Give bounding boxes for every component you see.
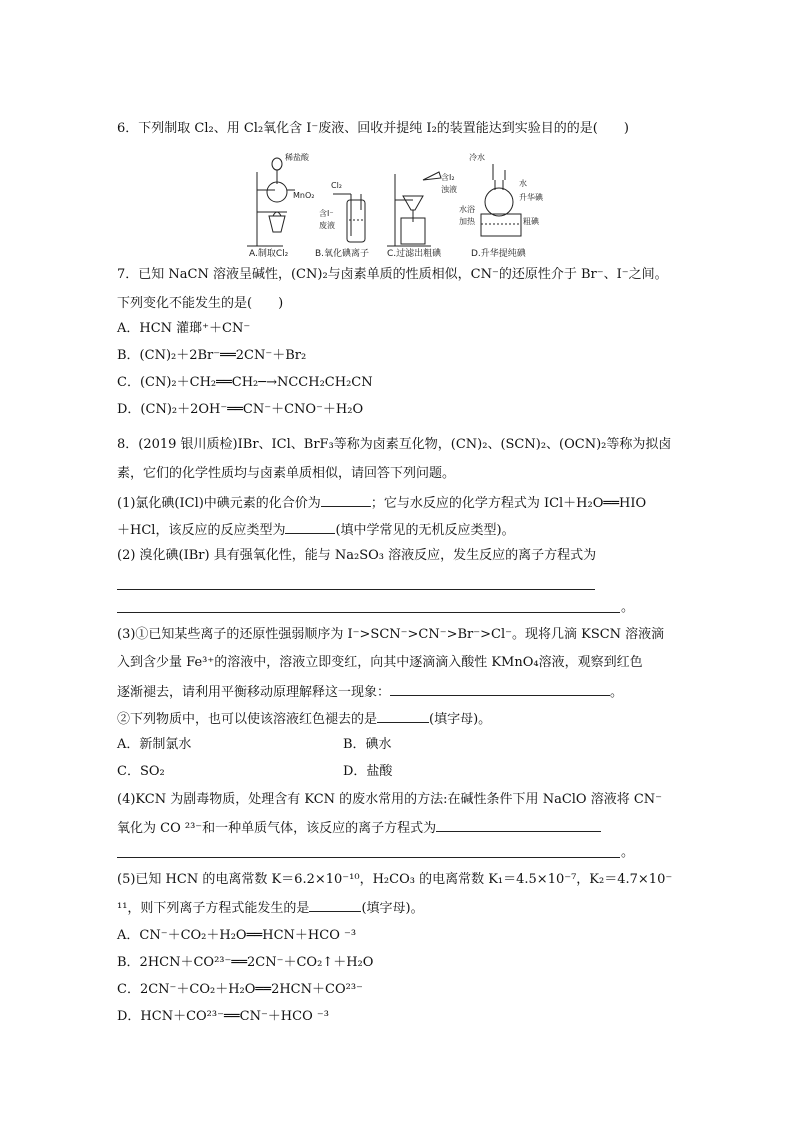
label-iodide-waste-2: 废液 bbox=[319, 221, 335, 230]
caption-d: D.升华提纯碘 bbox=[471, 249, 526, 258]
q8-part5-option-b[interactable]: B．2HCN＋CO²³⁻══2CN⁻＋CO₂↑＋H₂O bbox=[117, 955, 374, 970]
label-iodine-mixture-2: 浊液 bbox=[441, 185, 457, 194]
label-mno2: MnO₂ bbox=[293, 191, 315, 200]
label-cl2: Cl₂ bbox=[331, 181, 343, 190]
q8-stem-line1: 8．(2019 银川质检)IBr、ICl、BrF₃等称为卤素互化物，(CN)₂、(SCN)₂、(OCN)₂等称为拟卤 bbox=[117, 437, 672, 452]
apparatus-d bbox=[481, 164, 521, 236]
label-iodine-mixture-1: 含I₂ bbox=[441, 173, 455, 182]
q7-option-c[interactable]: C．(CN)₂＋CH₂══CH₂─→NCCH₂CH₂CN bbox=[117, 375, 373, 390]
q6-apparatus-figure bbox=[243, 150, 555, 258]
q8-part2-end: 。 bbox=[621, 600, 635, 615]
q7-option-d[interactable]: D．(CN)₂＋2OH⁻══CN⁻＋CNO⁻＋H₂O bbox=[117, 402, 364, 417]
q8-part4-line2: 氧化为 CO ²³⁻和一种单质气体，该反应的离子方程式为 bbox=[117, 819, 601, 837]
answer-blank-decolorize[interactable] bbox=[377, 710, 429, 723]
answer-blank-kcn-equation-1[interactable] bbox=[436, 819, 601, 832]
label-crude-iodine: 粗碘 bbox=[523, 217, 539, 226]
q8-part3-option-d[interactable]: D．盐酸 bbox=[343, 764, 393, 779]
answer-blank-possible-equation[interactable] bbox=[309, 899, 361, 912]
answer-line-ibr-equation-1[interactable] bbox=[117, 589, 595, 590]
answer-blank-explanation[interactable] bbox=[390, 683, 610, 696]
q8-part3-line1: (3)①已知某些离子的还原性强弱顺序为 I⁻>SCN⁻>CN⁻>Br⁻>Cl⁻。现将几滴 KSCN 溶液滴 bbox=[117, 627, 665, 642]
apparatus-c bbox=[387, 172, 441, 246]
apparatus-diagram bbox=[243, 150, 555, 258]
q8-part5-option-d[interactable]: D．HCN＋CO²³⁻══CN⁻＋HCO ⁻³ bbox=[117, 1009, 329, 1024]
label-water-bath-1: 水浴 bbox=[459, 205, 475, 214]
q7-option-b[interactable]: B．(CN)₂＋2Br⁻══2CN⁻＋Br₂ bbox=[117, 348, 307, 363]
q8-part1-line1: (1)氯化碘(ICl)中碘元素的化合价为 ；它与水反应的化学方程式为 ICl＋H₂O══HIO bbox=[117, 496, 647, 511]
q8-part3-option-a[interactable]: A．新制氯水 bbox=[117, 737, 192, 752]
caption-a: A.制取Cl₂ bbox=[249, 249, 289, 258]
caption-b: B.氧化碘离子 bbox=[315, 249, 370, 258]
answer-blank-reaction-type[interactable] bbox=[285, 521, 335, 534]
answer-blank-iodine-valence[interactable] bbox=[321, 494, 371, 507]
q8-part5-line2: ¹¹，则下列离子方程式能发生的是 (填字母)。 bbox=[117, 901, 424, 916]
apparatus-a bbox=[247, 158, 295, 246]
label-cold-water: 冷水 bbox=[469, 153, 485, 162]
label-dilute-hcl: 稀盐酸 bbox=[285, 153, 309, 162]
q8-part4-end: 。 bbox=[621, 845, 635, 860]
label-water: 水 bbox=[519, 179, 527, 188]
caption-c: C.过滤出粗碘 bbox=[387, 249, 442, 258]
q8-stem-line2: 素，它们的化学性质均与卤素单质相似，请回答下列问题。 bbox=[117, 466, 456, 481]
q8-part3-option-c[interactable]: C．SO₂ bbox=[117, 764, 165, 779]
q8-part3-line4: ②下列物质中，也可以使该溶液红色褪去的是 (填字母)。 bbox=[117, 712, 492, 727]
label-sublimed-iodine: 升华碘 bbox=[519, 193, 543, 202]
q8-part1-line2: ＋HCl，该反应的反应类型为 (填中学常见的无机反应类型)。 bbox=[117, 523, 515, 538]
q8-part5-option-a[interactable]: A．CN⁻＋CO₂＋H₂O══HCN＋HCO ⁻³ bbox=[117, 928, 357, 943]
q8-part2-line1: (2) 溴化碘(IBr) 具有强氧化性，能与 Na₂SO₃ 溶液反应，发生反应的离子方程式为 bbox=[117, 548, 597, 563]
apparatus-b bbox=[333, 194, 365, 242]
q8-part3-line3: 逐渐褪去，请利用平衡移动原理解释这一现象： 。 bbox=[117, 685, 624, 700]
q8-part4-line1: (4)KCN 为剧毒物质，处理含有 KCN 的废水常用的方法:在碱性条件下用 NaClO 溶液将 CN⁻ bbox=[117, 792, 663, 807]
answer-line-kcn-equation-2[interactable] bbox=[117, 857, 620, 858]
q8-part5-option-c[interactable]: C．2CN⁻＋CO₂＋H₂O══2HCN＋CO²³⁻ bbox=[117, 982, 363, 997]
q8-part3-line2: 入到含少量 Fe³⁺的溶液中，溶液立即变红，向其中逐滴滴入酸性 KMnO₄溶液，观察到红色 bbox=[117, 655, 643, 670]
answer-line-ibr-equation-2[interactable] bbox=[117, 612, 620, 613]
q6-stem: 6．下列制取 Cl₂、用 Cl₂氧化含 I⁻废液、回收并提纯 I₂的装置能达到实验目的的是( ) bbox=[117, 121, 629, 136]
q8-part5-line1: (5)已知 HCN 的电离常数 K＝6.2×10⁻¹⁰，H₂CO₃ 的电离常数 K₁＝4.5×10⁻⁷，K₂＝4.7×10⁻ bbox=[117, 872, 673, 887]
q7-stem-line2: 下列变化不能发生的是( ) bbox=[117, 296, 284, 311]
q7-option-a[interactable]: A．HCN 灌瑯⁺＋CN⁻ bbox=[117, 321, 251, 336]
q8-part3-option-b[interactable]: B．碘水 bbox=[343, 737, 392, 752]
label-iodide-waste-1: 含I⁻ bbox=[319, 209, 334, 218]
label-water-bath-2: 加热 bbox=[459, 217, 475, 226]
q7-stem-line1: 7．已知 NaCN 溶液呈碱性，(CN)₂与卤素单质的性质相似，CN⁻的还原性介于 Br⁻、I⁻之间。 bbox=[117, 267, 668, 282]
